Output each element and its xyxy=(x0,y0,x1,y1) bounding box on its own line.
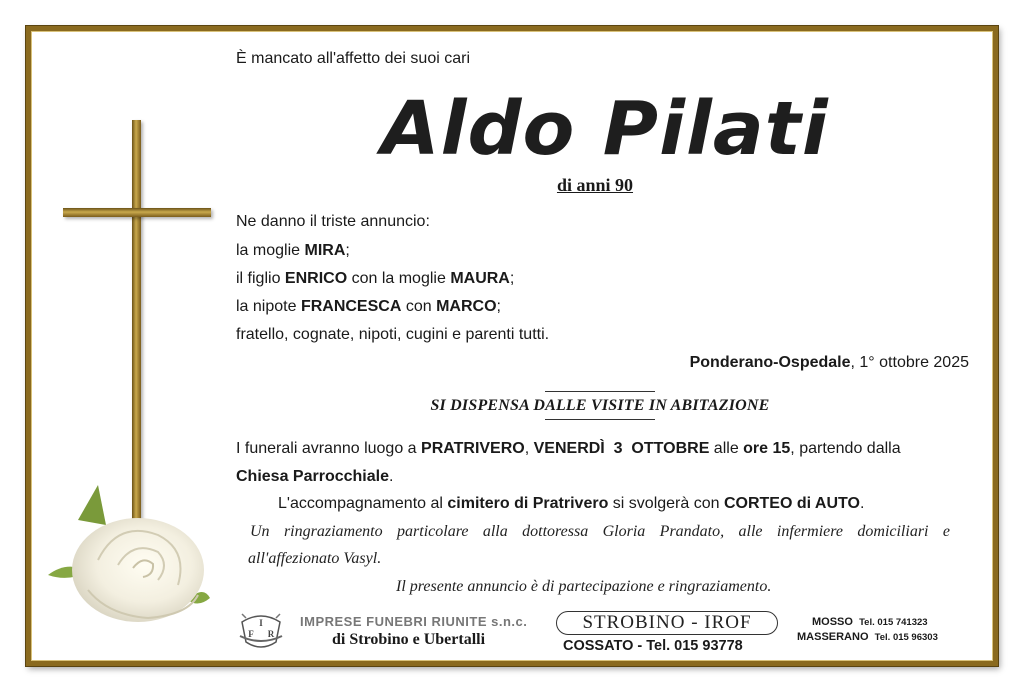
family-line: la moglie MIRA; xyxy=(236,242,350,259)
place-date: Ponderano-Ospedale, 1° ottobre 2025 xyxy=(689,354,969,371)
company-name: IMPRESE FUNEBRI RIUNITE s.n.c. xyxy=(300,614,528,629)
participation-notice: Il presente annuncio è di partecipazione e ringraziamento. xyxy=(396,578,772,595)
irof-badge xyxy=(556,611,778,635)
dispensa-text: SI DISPENSA DALLE VISITE IN ABITAZIONE xyxy=(430,397,770,414)
intro-text: È mancato all'affetto dei suoi cari xyxy=(236,50,470,67)
irof-text: STROBINO - IROF xyxy=(582,612,752,633)
funeral-line-2: Chiesa Parrocchiale. xyxy=(236,468,394,485)
logo-letter: R xyxy=(267,629,275,639)
cross-vertical-beam xyxy=(132,120,141,520)
logo-letter: F xyxy=(248,629,254,639)
divider-bottom xyxy=(545,419,655,420)
accompaniment-line: L'accompagnamento al cimitero di Pratrivero si svolgerà con CORTEO di AUTO. xyxy=(278,495,865,512)
family-line: la nipote FRANCESCA con MARCO; xyxy=(236,298,501,315)
white-rose-icon xyxy=(38,480,213,630)
announce-text: Ne danno il triste annuncio: xyxy=(236,213,430,230)
ifr-logo-icon xyxy=(238,612,284,650)
age-text: di anni 90 xyxy=(556,175,634,195)
family-line: il figlio ENRICO con la moglie MAURA; xyxy=(236,270,515,287)
logo-letter: I xyxy=(259,618,263,628)
branch-mosso: MOSSO Tel. 015 741323 xyxy=(812,616,928,628)
deceased-name: Aldo Pilati xyxy=(381,86,829,172)
thanks-line-2: all'affezionato Vasyl. xyxy=(248,550,382,567)
branch-masserano: MASSERANO Tel. 015 96303 xyxy=(797,631,938,643)
funeral-line: I funerali avranno luogo a PRATRIVERO, VENERDÌ 3 OTTOBRE alle ore 15, partendo dalla xyxy=(236,440,901,457)
cossato-phone: COSSATO - Tel. 015 93778 xyxy=(563,638,743,654)
divider-top xyxy=(545,391,655,392)
relatives-text: fratello, cognate, nipoti, cugini e parenti tutti. xyxy=(236,326,550,343)
company-owners: di Strobino e Ubertalli xyxy=(332,631,486,648)
cross-horizontal-beam xyxy=(63,208,211,217)
thanks-line: Un ringraziamento particolare alla dottoressa Gloria Prandato, alle infermiere domiciliari e xyxy=(250,523,950,540)
